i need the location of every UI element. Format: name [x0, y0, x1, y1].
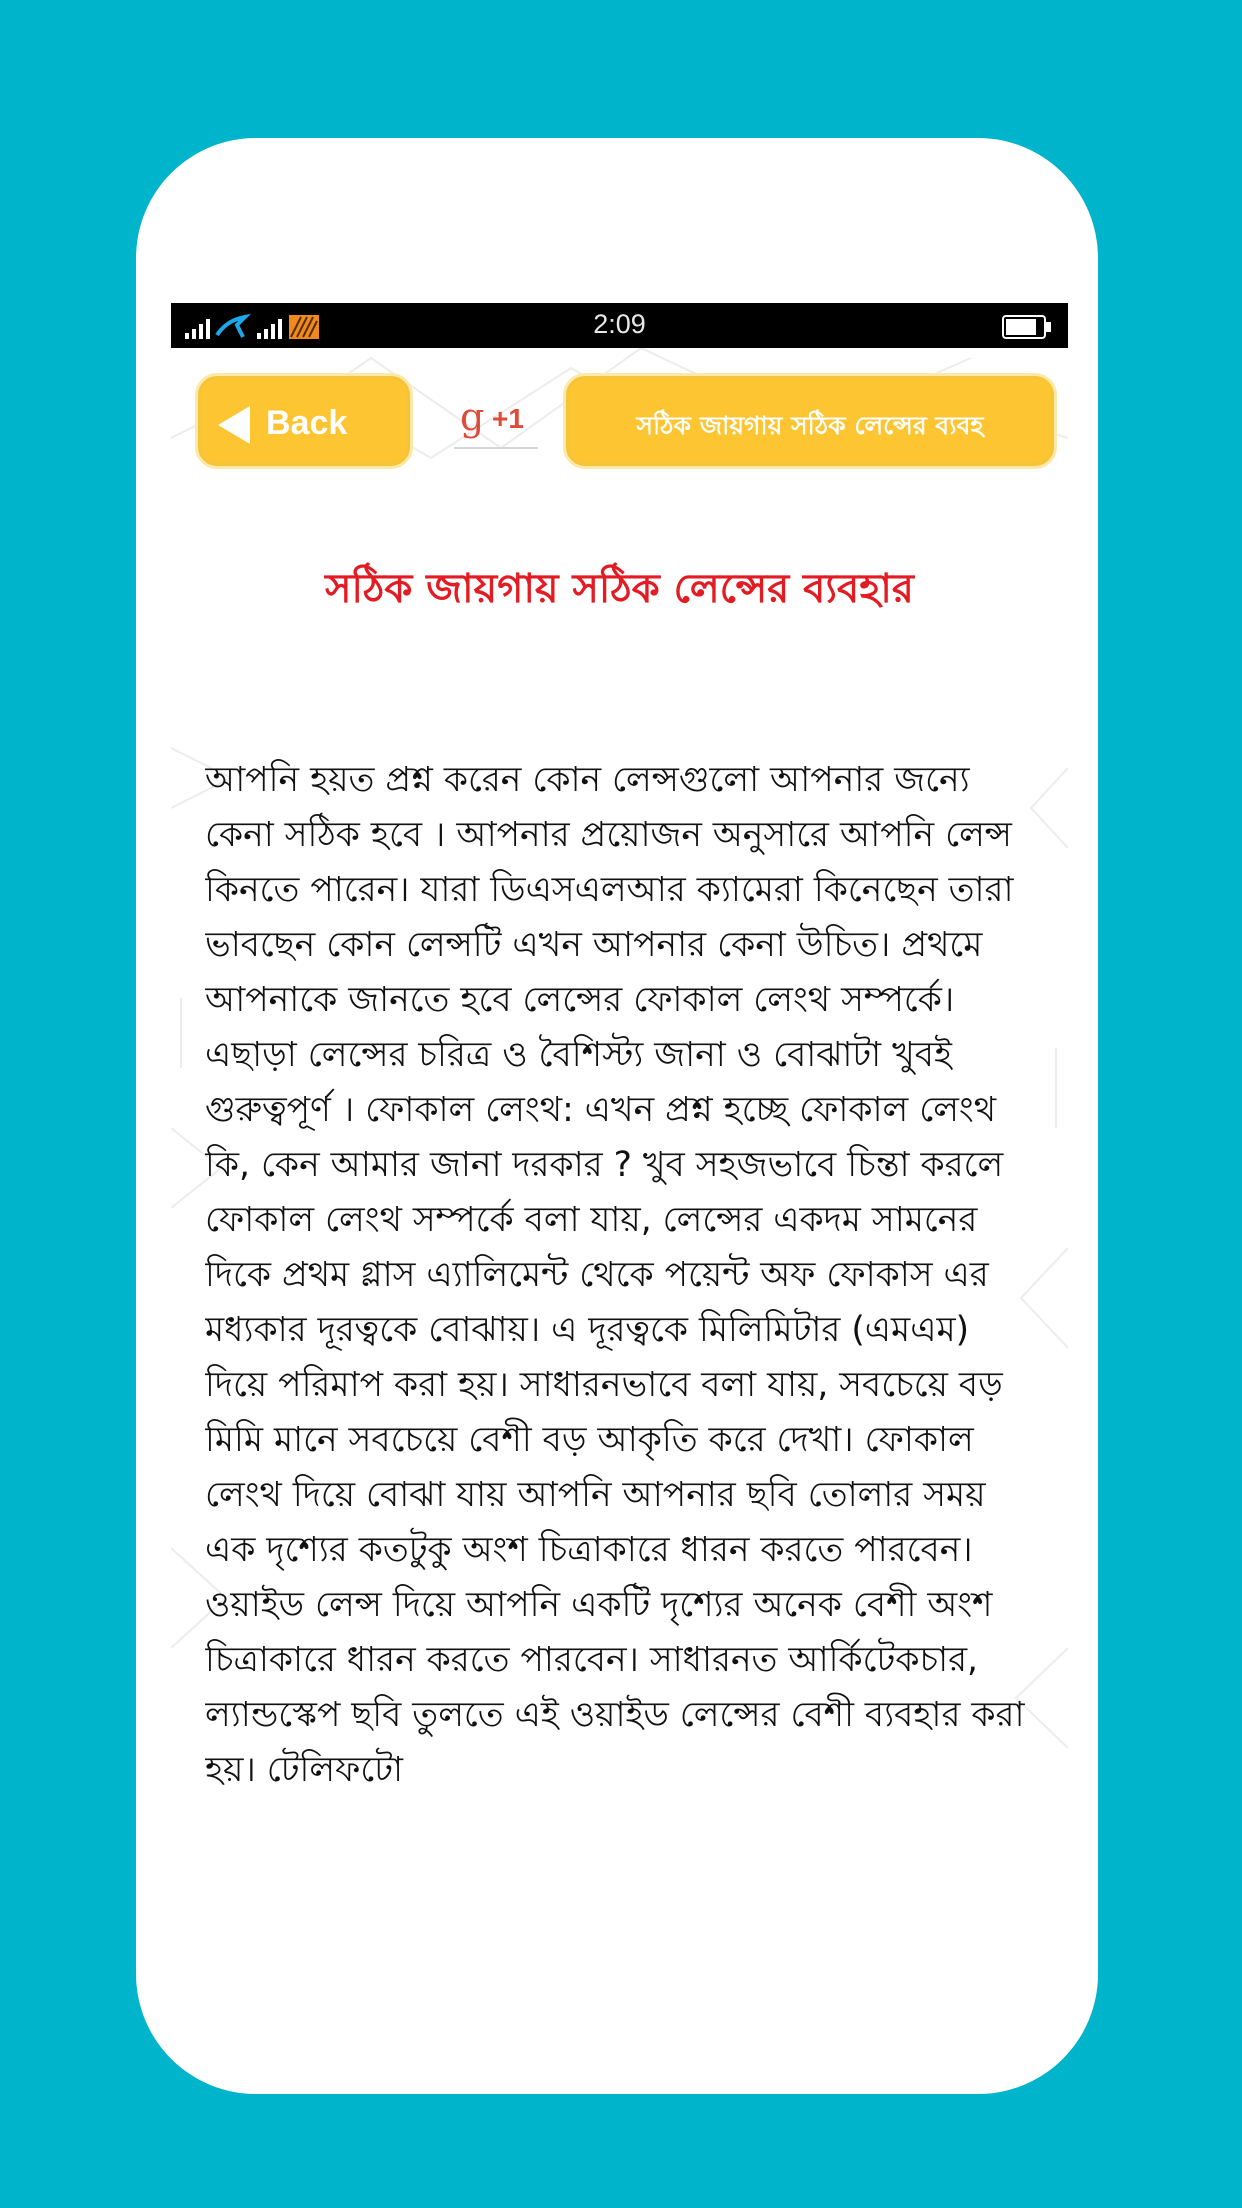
article-body[interactable]: আপনি হয়ত প্রশ্ন করেন কোন লেন্সগুলো আপনার জন্যে কেনা সঠিক হবে । আপনার প্রয়োজন অনুসারে আপনি লেন্স কিনতে পারেন। যারা ডিএসএলআর ক্যামেরা কিনেছেন তারা ভাবছেন কোন লেন্সটি এখন আপনার কেনা উচিত। প্রথমে আপনাকে জানতে হবে লেন্সের ফোকাল লেংথ সম্পর্কে। এছাড়া লেন্সের চরিত্র ও বৈশিস্ট্য জানা ও বোঝাটা খুবই গুরুত্বপূর্ণ । ফোকাল লেংথ: এখন প্রশ্ন হচ্ছে ফোকাল লেংথ কি, কেন আমার জানা দরকার ? খুব সহজভাবে চিন্তা করলে ফোকাল লেংথ সম্পর্কে বলা যায়, লেন্সের একদম সামনের দিকে প্রথম গ্লাস এ্যালিমেন্ট থেকে পয়েন্ট অফ ফোকাস এর মধ্যকার দূরত্বকে বোঝায়। এ দূরত্বকে মিলিমিটার (এমএম) দিয়ে পরিমাপ করা হয়। সাধারনভাবে বলা যায়, সবচেয়ে বড় মিমি মানে সবচেয়ে বেশী বড় আকৃতি করে দেখা। ফোকাল লেংথ দিয়ে বোঝা যায় আপনি আপনার ছবি তোলার সময় এক দৃশ্যের কতটুকু অংশ চিত্রাকারে ধারন করতে পারবেন। ওয়াইড লেন্স দিয়ে আপনি একটি দৃশ্যের অনেক বেশী অংশ চিত্রাকারে ধারন করতে পারবেন। সাধারনত আর্কিটেকচার, ল্যান্ডস্কেপ ছবি তুলতে এই ওয়াইড লেন্সের বেশী ব্যবহার করা হয়। টেলিফটো — [205, 760, 1025, 1790]
google-plus-one-button[interactable] — [454, 393, 538, 449]
google-plus-icon: g — [460, 395, 485, 439]
article-title-button[interactable] — [563, 373, 1057, 469]
app-screen — [171, 303, 1068, 1893]
article-title-button-label: সঠিক জায়গায় সঠিক লেন্সের ব্যবহ — [636, 411, 984, 440]
article-heading: সঠিক জায়গায় সঠিক লেন্সের ব্যবহার — [325, 566, 914, 612]
plus-one-label: +1 — [492, 403, 524, 434]
status-bar — [171, 303, 1068, 348]
battery-icon — [1002, 315, 1052, 339]
clock: 2:09 — [593, 309, 646, 339]
back-button-label: Back — [266, 404, 348, 442]
back-button[interactable] — [195, 373, 413, 469]
back-arrow-icon — [218, 406, 250, 444]
